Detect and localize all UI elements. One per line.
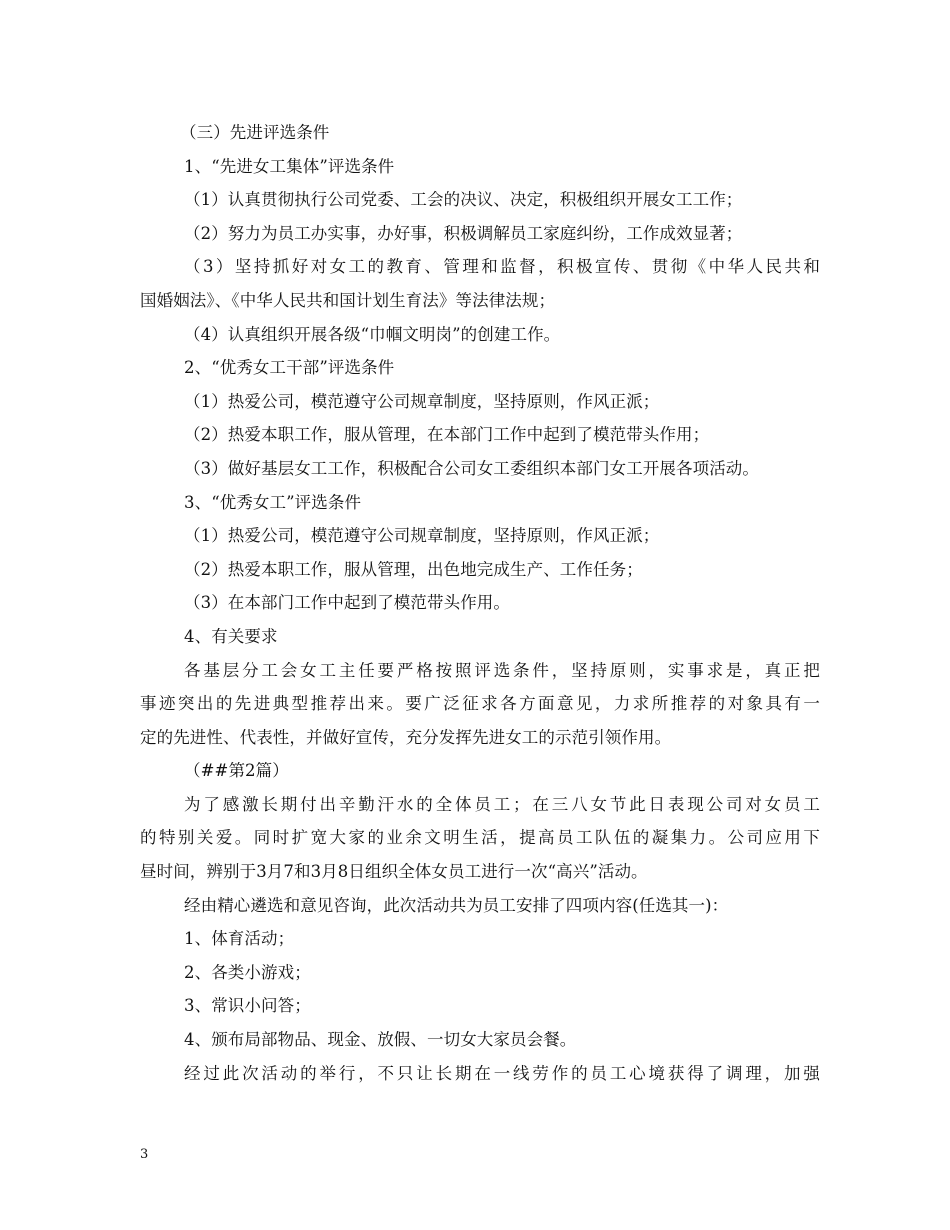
- list-item-continuation: 国婚姻法》、《中华人民共和国计划生育法》等法律法规；: [140, 290, 556, 310]
- paragraph-line: 各基层分工会女工主任要严格按照评选条件，坚持原则，实事求是，真正把: [184, 660, 820, 680]
- paragraph-line: 经由精心遴选和意见咨询，此次活动共为员工安排了四项内容(任选其一)：: [184, 895, 729, 915]
- list-item: （3）做好基层女工工作，积极配合公司女工委组织本部门女工开展各项活动。: [184, 458, 759, 478]
- list-item: （2）热爱本职工作，服从管理，在本部门工作中起到了模范带头作用；: [184, 425, 710, 445]
- page-number: 3: [140, 1147, 149, 1162]
- paragraph-line: 的特别关爱。同时扩宽大家的业余文明生活，提高员工队伍的凝集力。公司应用下: [140, 828, 820, 848]
- paragraph-line: 昼时间，辨别于3月7和3月8日组织全体女员工进行一次“高兴”活动。: [140, 862, 648, 882]
- section-heading: （三）先进评选条件: [180, 123, 330, 142]
- list-item: 2、各类小游戏；: [184, 962, 311, 982]
- list-item: 3、常识小问答；: [184, 996, 311, 1016]
- paragraph-line: 为了感激长期付出辛勤汗水的全体员工；在三八女节此日表现公司对女员工: [184, 794, 820, 814]
- list-item: （1）热爱公司，模范遵守公司规章制度，坚持原则，作风正派；: [184, 526, 660, 546]
- paragraph-line: 经过此次活动的举行，不只让长期在一线劳作的员工心境获得了调理，加强: [184, 1063, 820, 1083]
- subsection-heading: 3、“优秀女工”评选条件: [184, 492, 362, 512]
- subsection-heading: 1、“先进女工集体”评选条件: [184, 156, 395, 176]
- list-item: （1）热爱公司，模范遵守公司规章制度，坚持原则，作风正派；: [184, 391, 660, 411]
- document-body: [140, 116, 820, 1090]
- subsection-heading: 4、有关要求: [184, 626, 278, 646]
- list-item: 1、体育活动；: [184, 929, 295, 949]
- list-item: （4）认真组织开展各级“巾帼文明岗”的创建工作。: [184, 324, 561, 344]
- list-item: （3）在本部门工作中起到了模范带头作用。: [184, 593, 510, 613]
- list-item: （3）坚持抓好对女工的教育、管理和监督，积极宣传、贯彻《中华人民共和: [184, 257, 820, 277]
- paragraph-line: 事迹突出的先进典型推荐出来。要广泛征求各方面意见，力求所推荐的对象具有一: [140, 694, 820, 714]
- list-item: 4、颁布局部物品、现金、放假、一切女大家员会餐。: [184, 1030, 577, 1050]
- list-item: （2）努力为员工办实事，办好事，积极调解员工家庭纠纷，工作成效显著；: [184, 223, 743, 243]
- list-item: （2）热爱本职工作，服从管理，出色地完成生产、工作任务；: [184, 559, 643, 579]
- paragraph-line: 定的先进性、代表性，并做好宣传，充分发挥先进女工的示范引领作用。: [140, 727, 672, 747]
- subsection-heading: 2、“优秀女工干部”评选条件: [184, 358, 395, 378]
- list-item: （1）认真贯彻执行公司党委、工会的决议、决定，积极组织开展女工工作；: [184, 190, 743, 210]
- article-marker: （##第2篇）: [184, 761, 289, 781]
